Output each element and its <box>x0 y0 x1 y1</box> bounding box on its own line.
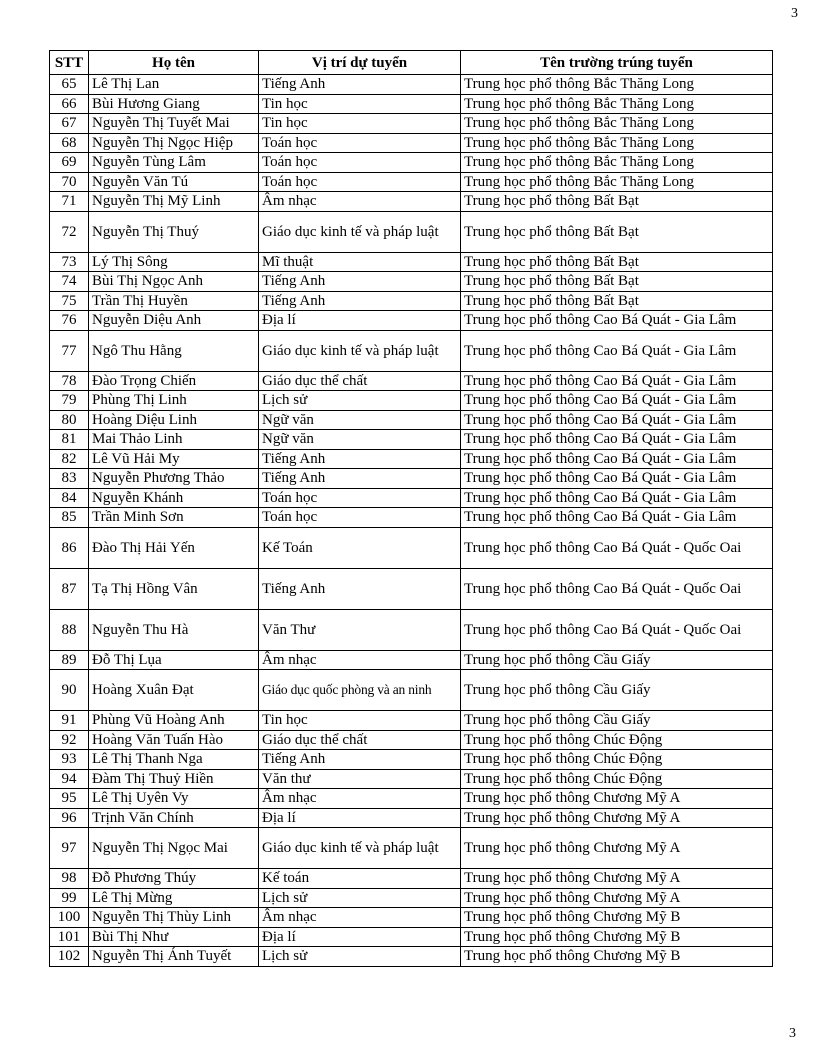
table-row <box>50 391 773 411</box>
cell-position: Âm nhạc <box>259 650 461 670</box>
cell-name: Mai Thảo Linh <box>89 430 259 450</box>
cell-stt: 77 <box>50 330 89 371</box>
table-row <box>50 410 773 430</box>
cell-stt: 93 <box>50 750 89 770</box>
cell-name: Hoàng Diệu Linh <box>89 410 259 430</box>
table-row <box>50 192 773 212</box>
cell-position: Văn Thư <box>259 609 461 650</box>
cell-school: Trung học phổ thông Cao Bá Quát - Gia Lâm <box>461 508 773 528</box>
cell-position: Toán học <box>259 172 461 192</box>
cell-position: Mĩ thuật <box>259 252 461 272</box>
cell-school: Trung học phổ thông Bắc Thăng Long <box>461 133 773 153</box>
cell-position: Giáo dục kinh tế và pháp luật <box>259 828 461 869</box>
table-row <box>50 371 773 391</box>
cell-name: Đỗ Phương Thúy <box>89 869 259 889</box>
cell-school: Trung học phổ thông Cao Bá Quát - Gia Lâm <box>461 371 773 391</box>
table-row <box>50 330 773 371</box>
cell-school: Trung học phổ thông Bất Bạt <box>461 211 773 252</box>
cell-school: Trung học phổ thông Cao Bá Quát - Gia Lâm <box>461 391 773 411</box>
table-row <box>50 75 773 95</box>
cell-name: Trần Minh Sơn <box>89 508 259 528</box>
cell-stt: 85 <box>50 508 89 528</box>
cell-school: Trung học phổ thông Cầu Giấy <box>461 650 773 670</box>
cell-position: Lịch sử <box>259 391 461 411</box>
cell-stt: 73 <box>50 252 89 272</box>
cell-stt: 79 <box>50 391 89 411</box>
cell-position: Kế Toán <box>259 527 461 568</box>
table-row <box>50 568 773 609</box>
table-row <box>50 828 773 869</box>
cell-stt: 101 <box>50 927 89 947</box>
cell-name: Lê Thị Mừng <box>89 888 259 908</box>
table-row <box>50 527 773 568</box>
header-name: Họ tên <box>89 51 259 75</box>
table-row <box>50 808 773 828</box>
cell-stt: 91 <box>50 711 89 731</box>
results-table <box>49 50 773 967</box>
table-row <box>50 869 773 889</box>
cell-position: Tin học <box>259 114 461 134</box>
cell-name: Tạ Thị Hồng Vân <box>89 568 259 609</box>
cell-position: Tiếng Anh <box>259 272 461 292</box>
cell-name: Trần Thị Huyền <box>89 291 259 311</box>
table-row <box>50 272 773 292</box>
table-row <box>50 508 773 528</box>
cell-school: Trung học phổ thông Chương Mỹ A <box>461 808 773 828</box>
cell-position: Tin học <box>259 711 461 731</box>
cell-stt: 65 <box>50 75 89 95</box>
cell-name: Hoàng Văn Tuấn Hào <box>89 730 259 750</box>
table-row <box>50 730 773 750</box>
cell-name: Nguyễn Thị Thùy Linh <box>89 908 259 928</box>
cell-school: Trung học phổ thông Chương Mỹ B <box>461 947 773 967</box>
cell-position: Toán học <box>259 508 461 528</box>
cell-position: Giáo dục thể chất <box>259 371 461 391</box>
cell-position: Địa lí <box>259 808 461 828</box>
cell-position: Ngữ văn <box>259 410 461 430</box>
cell-position: Lịch sử <box>259 947 461 967</box>
table-row <box>50 114 773 134</box>
cell-stt: 69 <box>50 153 89 173</box>
cell-position: Tiếng Anh <box>259 449 461 469</box>
cell-position: Tiếng Anh <box>259 750 461 770</box>
cell-position: Tiếng Anh <box>259 568 461 609</box>
cell-stt: 84 <box>50 488 89 508</box>
cell-school: Trung học phổ thông Bắc Thăng Long <box>461 114 773 134</box>
cell-name: Lê Thị Uyên Vy <box>89 789 259 809</box>
table-row <box>50 94 773 114</box>
table-row <box>50 430 773 450</box>
cell-stt: 99 <box>50 888 89 908</box>
cell-position: Giáo dục thể chất <box>259 730 461 750</box>
cell-name: Bùi Thị Như <box>89 927 259 947</box>
table-row <box>50 609 773 650</box>
page-number-bottom: 3 <box>789 1026 796 1041</box>
cell-stt: 88 <box>50 609 89 650</box>
header-position: Vị trí dự tuyển <box>259 51 461 75</box>
cell-school: Trung học phổ thông Bắc Thăng Long <box>461 172 773 192</box>
table-body <box>50 75 773 967</box>
cell-school: Trung học phổ thông Chương Mỹ A <box>461 828 773 869</box>
cell-stt: 94 <box>50 769 89 789</box>
cell-school: Trung học phổ thông Cao Bá Quát - Gia Lâm <box>461 488 773 508</box>
cell-stt: 80 <box>50 410 89 430</box>
cell-position: Địa lí <box>259 311 461 331</box>
table-row <box>50 133 773 153</box>
cell-position: Tiếng Anh <box>259 75 461 95</box>
cell-stt: 100 <box>50 908 89 928</box>
table-row <box>50 172 773 192</box>
cell-school: Trung học phổ thông Chương Mỹ A <box>461 789 773 809</box>
table-row <box>50 769 773 789</box>
table-row <box>50 908 773 928</box>
table-row <box>50 252 773 272</box>
cell-stt: 72 <box>50 211 89 252</box>
cell-name: Ngô Thu Hằng <box>89 330 259 371</box>
cell-name: Đào Trọng Chiến <box>89 371 259 391</box>
cell-school: Trung học phổ thông Cầu Giấy <box>461 711 773 731</box>
cell-stt: 78 <box>50 371 89 391</box>
cell-school: Trung học phổ thông Cao Bá Quát - Gia Lâm <box>461 430 773 450</box>
table-row <box>50 153 773 173</box>
cell-name: Trịnh Văn Chính <box>89 808 259 828</box>
cell-school: Trung học phổ thông Cao Bá Quát - Quốc Oai <box>461 609 773 650</box>
cell-stt: 92 <box>50 730 89 750</box>
cell-position: Tiếng Anh <box>259 291 461 311</box>
table-row <box>50 947 773 967</box>
cell-name: Nguyễn Tùng Lâm <box>89 153 259 173</box>
cell-stt: 70 <box>50 172 89 192</box>
cell-position: Giáo dục quốc phòng và an ninh <box>259 670 461 711</box>
cell-position: Toán học <box>259 488 461 508</box>
table-row <box>50 789 773 809</box>
cell-school: Trung học phổ thông Chương Mỹ B <box>461 927 773 947</box>
cell-position: Văn thư <box>259 769 461 789</box>
cell-stt: 66 <box>50 94 89 114</box>
cell-school: Trung học phổ thông Bất Bạt <box>461 291 773 311</box>
cell-school: Trung học phổ thông Cao Bá Quát - Gia Lâm <box>461 469 773 489</box>
table-row <box>50 650 773 670</box>
cell-school: Trung học phổ thông Bắc Thăng Long <box>461 153 773 173</box>
cell-stt: 97 <box>50 828 89 869</box>
cell-school: Trung học phổ thông Cao Bá Quát - Gia Lâm <box>461 330 773 371</box>
cell-position: Âm nhạc <box>259 789 461 809</box>
cell-stt: 81 <box>50 430 89 450</box>
table-header-row <box>50 51 773 75</box>
cell-name: Lê Thị Thanh Nga <box>89 750 259 770</box>
table-row <box>50 670 773 711</box>
cell-stt: 98 <box>50 869 89 889</box>
table-row <box>50 888 773 908</box>
cell-school: Trung học phổ thông Cao Bá Quát - Quốc Oai <box>461 527 773 568</box>
cell-stt: 76 <box>50 311 89 331</box>
cell-stt: 89 <box>50 650 89 670</box>
cell-position: Âm nhạc <box>259 192 461 212</box>
cell-name: Nguyễn Thị Mỹ Linh <box>89 192 259 212</box>
cell-school: Trung học phổ thông Bắc Thăng Long <box>461 75 773 95</box>
cell-name: Nguyễn Thị Ngọc Mai <box>89 828 259 869</box>
cell-name: Nguyễn Thị Thuý <box>89 211 259 252</box>
table-row <box>50 211 773 252</box>
cell-school: Trung học phổ thông Bất Bạt <box>461 272 773 292</box>
cell-stt: 95 <box>50 789 89 809</box>
cell-position: Giáo dục kinh tế và pháp luật <box>259 330 461 371</box>
cell-name: Đàm Thị Thuỷ Hiền <box>89 769 259 789</box>
cell-name: Nguyễn Thị Tuyết Mai <box>89 114 259 134</box>
cell-position: Ngữ văn <box>259 430 461 450</box>
cell-stt: 68 <box>50 133 89 153</box>
cell-name: Nguyễn Thu Hà <box>89 609 259 650</box>
cell-name: Bùi Thị Ngọc Anh <box>89 272 259 292</box>
cell-stt: 75 <box>50 291 89 311</box>
cell-school: Trung học phổ thông Cao Bá Quát - Gia Lâm <box>461 449 773 469</box>
table-row <box>50 291 773 311</box>
cell-position: Toán học <box>259 133 461 153</box>
header-school: Tên trường trúng tuyển <box>461 51 773 75</box>
cell-school: Trung học phổ thông Cầu Giấy <box>461 670 773 711</box>
cell-stt: 87 <box>50 568 89 609</box>
cell-school: Trung học phổ thông Chúc Động <box>461 730 773 750</box>
cell-name: Lê Vũ Hải My <box>89 449 259 469</box>
cell-position: Kế toán <box>259 869 461 889</box>
cell-position: Lịch sử <box>259 888 461 908</box>
header-stt: STT <box>50 51 89 75</box>
cell-name: Phùng Thị Linh <box>89 391 259 411</box>
cell-name: Lý Thị Sông <box>89 252 259 272</box>
cell-name: Hoàng Xuân Đạt <box>89 670 259 711</box>
cell-stt: 82 <box>50 449 89 469</box>
cell-stt: 96 <box>50 808 89 828</box>
cell-name: Nguyễn Thị Ngọc Hiệp <box>89 133 259 153</box>
table-row <box>50 449 773 469</box>
cell-position: Tin học <box>259 94 461 114</box>
cell-school: Trung học phổ thông Bắc Thăng Long <box>461 94 773 114</box>
cell-stt: 86 <box>50 527 89 568</box>
cell-school: Trung học phổ thông Bất Bạt <box>461 192 773 212</box>
cell-stt: 102 <box>50 947 89 967</box>
cell-name: Phùng Vũ Hoàng Anh <box>89 711 259 731</box>
cell-stt: 71 <box>50 192 89 212</box>
cell-position: Tiếng Anh <box>259 469 461 489</box>
cell-name: Lê Thị Lan <box>89 75 259 95</box>
table-row <box>50 469 773 489</box>
cell-name: Bùi Hương Giang <box>89 94 259 114</box>
cell-stt: 83 <box>50 469 89 489</box>
cell-school: Trung học phổ thông Bất Bạt <box>461 252 773 272</box>
table-row <box>50 750 773 770</box>
cell-position: Toán học <box>259 153 461 173</box>
cell-name: Nguyễn Thị Ánh Tuyết <box>89 947 259 967</box>
cell-school: Trung học phổ thông Cao Bá Quát - Quốc Oai <box>461 568 773 609</box>
table-row <box>50 927 773 947</box>
cell-school: Trung học phổ thông Cao Bá Quát - Gia Lâm <box>461 410 773 430</box>
cell-name: Nguyễn Diệu Anh <box>89 311 259 331</box>
cell-name: Đỗ Thị Lụa <box>89 650 259 670</box>
cell-school: Trung học phổ thông Cao Bá Quát - Gia Lâm <box>461 311 773 331</box>
table-row <box>50 311 773 331</box>
cell-position: Âm nhạc <box>259 908 461 928</box>
cell-school: Trung học phổ thông Chúc Động <box>461 769 773 789</box>
cell-name: Đào Thị Hải Yến <box>89 527 259 568</box>
page-number-top: 3 <box>791 6 798 21</box>
cell-stt: 74 <box>50 272 89 292</box>
cell-position: Giáo dục kinh tế và pháp luật <box>259 211 461 252</box>
cell-stt: 90 <box>50 670 89 711</box>
cell-name: Nguyễn Khánh <box>89 488 259 508</box>
cell-school: Trung học phổ thông Chúc Động <box>461 750 773 770</box>
cell-name: Nguyễn Văn Tú <box>89 172 259 192</box>
cell-school: Trung học phổ thông Chương Mỹ A <box>461 888 773 908</box>
table-row <box>50 488 773 508</box>
cell-school: Trung học phổ thông Chương Mỹ A <box>461 869 773 889</box>
table-row <box>50 711 773 731</box>
cell-position: Địa lí <box>259 927 461 947</box>
cell-school: Trung học phổ thông Chương Mỹ B <box>461 908 773 928</box>
cell-stt: 67 <box>50 114 89 134</box>
cell-name: Nguyễn Phương Thảo <box>89 469 259 489</box>
